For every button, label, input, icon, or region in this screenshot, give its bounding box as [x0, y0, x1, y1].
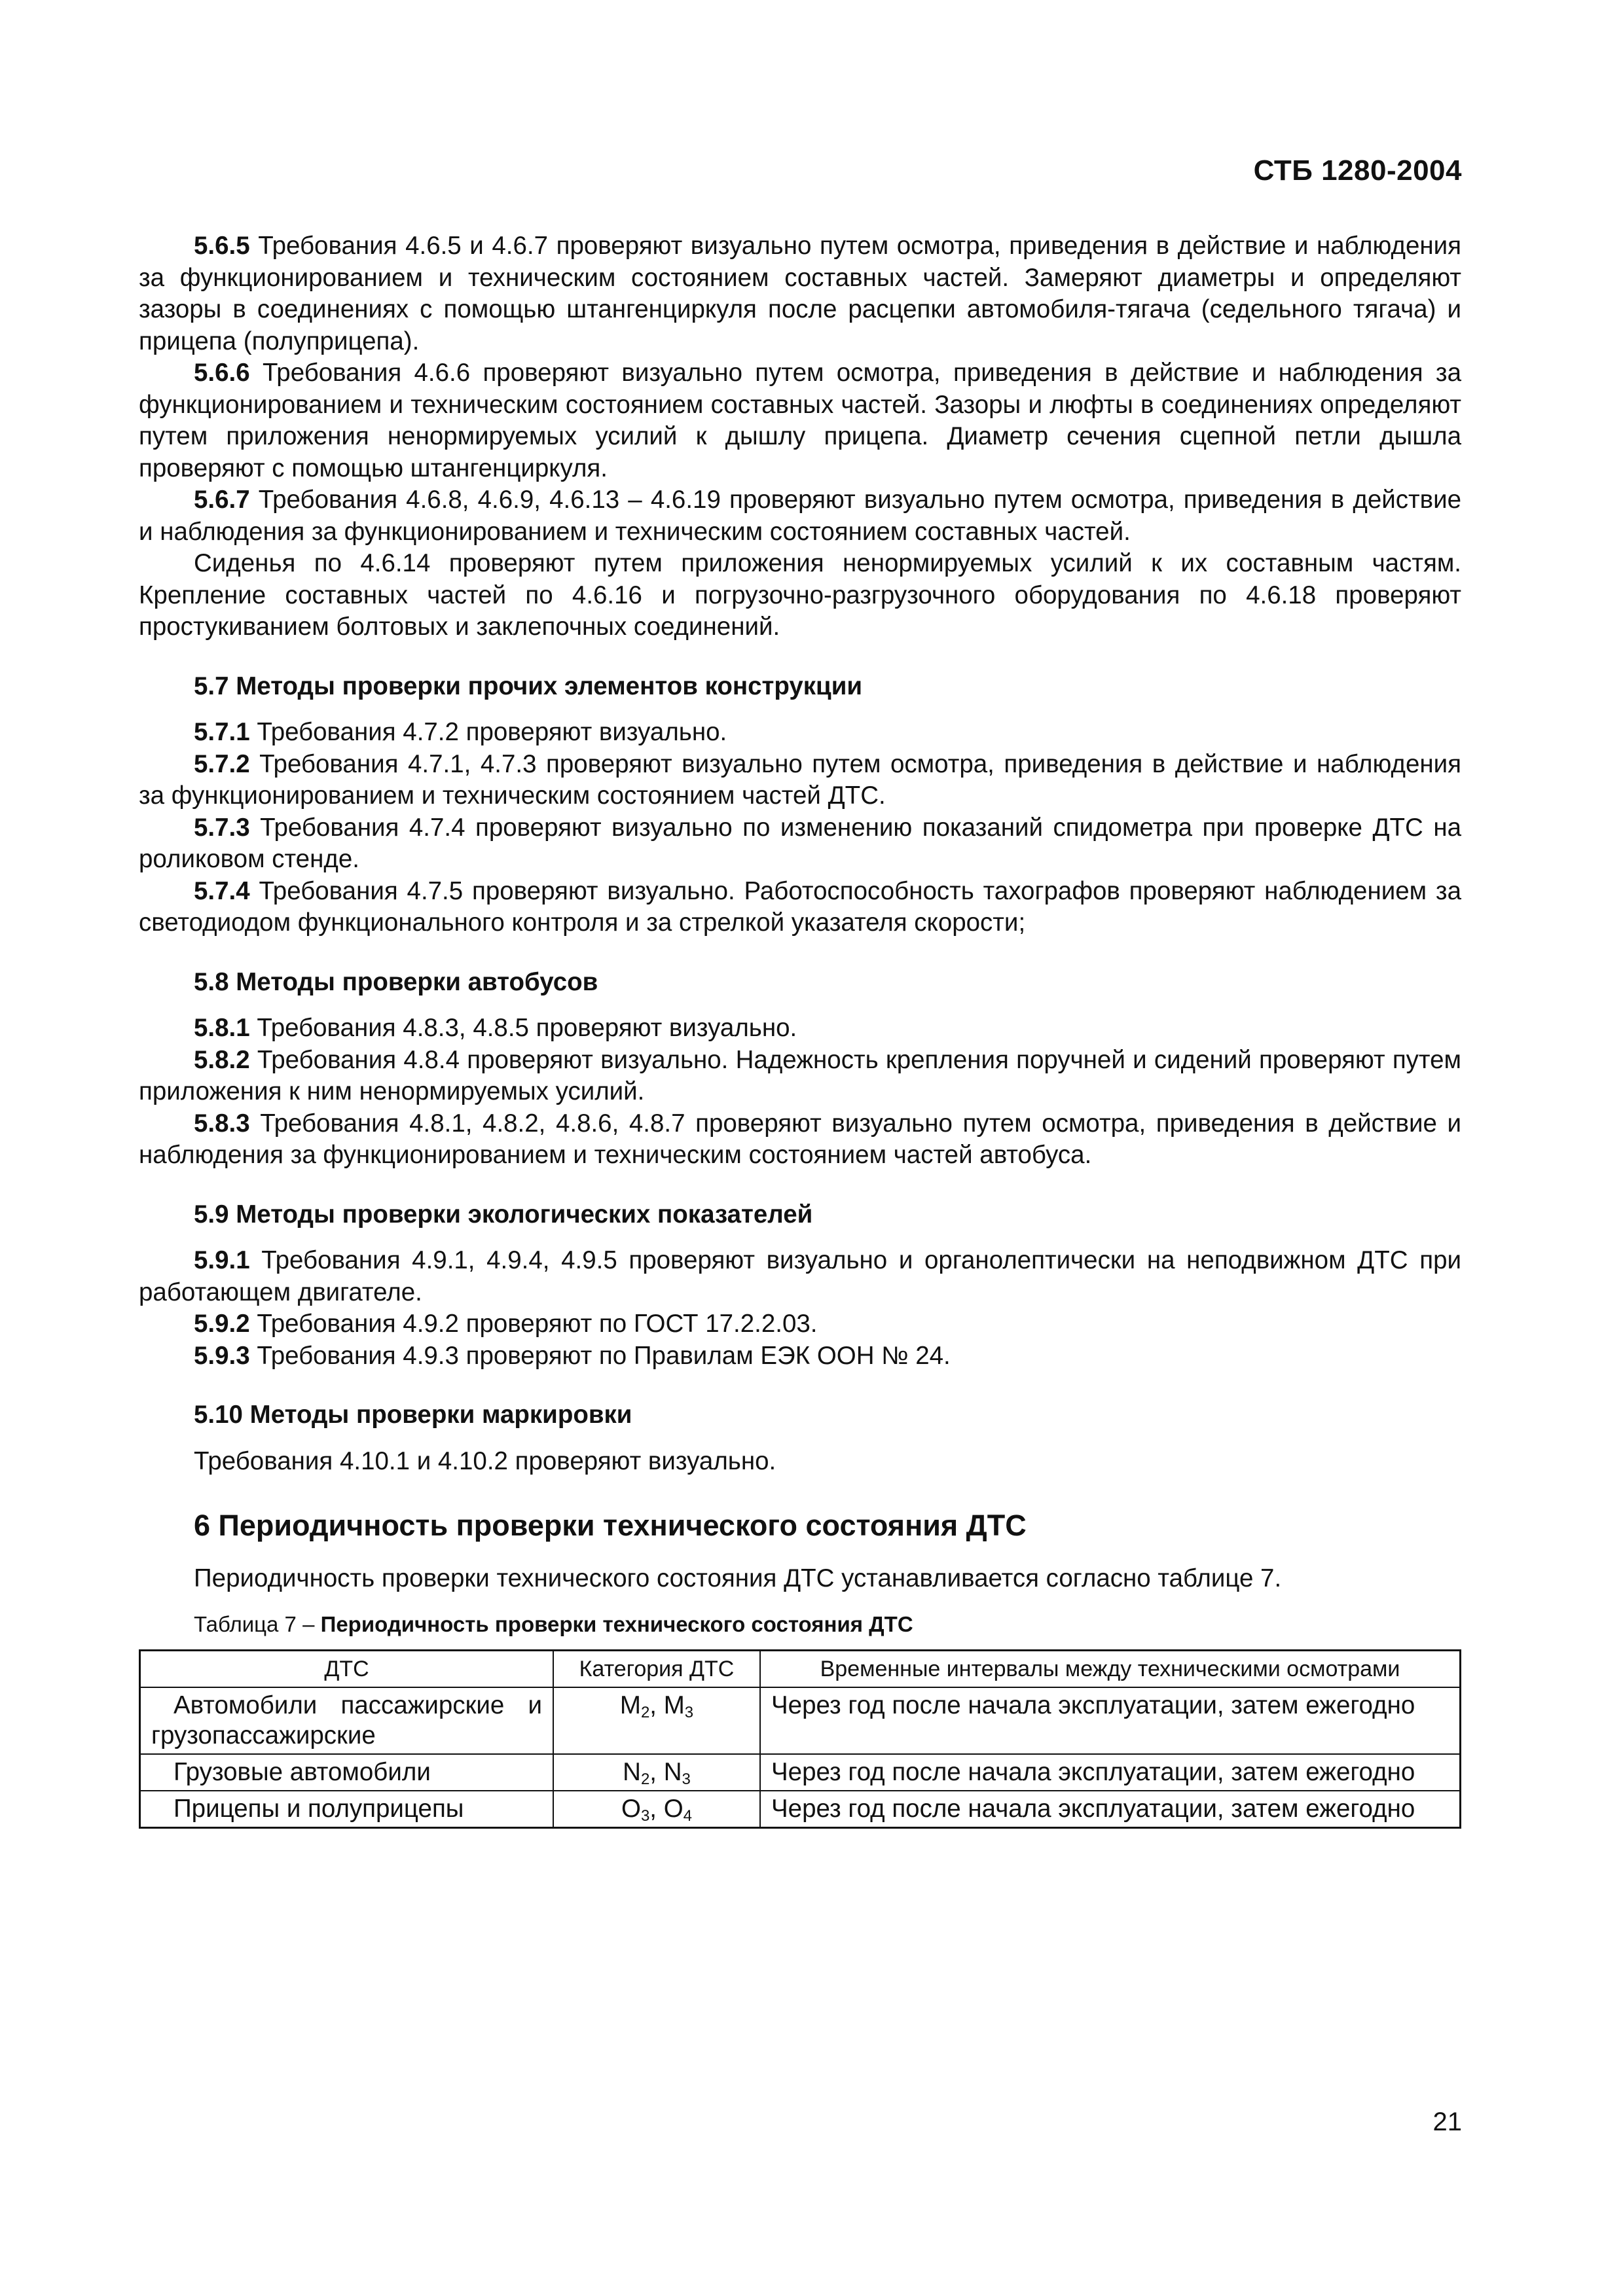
- clause-number: 5.8.1: [194, 1014, 250, 1042]
- cell-vehicle: Автомобили пассажирские и грузопассажирские: [140, 1687, 554, 1754]
- cell-interval: Через год после начала эксплуатации, затем ежегодно: [760, 1754, 1461, 1791]
- table-row: [140, 1754, 1461, 1791]
- category-separator: ,: [649, 1691, 664, 1719]
- page-number: 21: [1432, 2108, 1462, 2136]
- paragraph-5-9-3: [139, 1340, 1461, 1372]
- clause-number: 5.7.1: [194, 718, 250, 746]
- clause-text: Требования 4.6.6 проверяют визуально путем осмотра, приведения в действие и наблюдения за функционированием и техническим состоянием составных частей. Зазоры и люфты в соединениях определяют путем приложения ненормируемых усилий к дышлу прицепа. Диаметр сечения сцепной петли дышла проверяют с помощью штангенциркуля.: [139, 359, 1461, 482]
- category-index: 2: [640, 1770, 650, 1788]
- clause-number: 5.9.2: [194, 1310, 250, 1338]
- category-letter: N: [623, 1758, 641, 1786]
- column-header-vehicle: ДТС: [140, 1651, 554, 1688]
- clause-text: Требования 4.8.1, 4.8.2, 4.8.6, 4.8.7 проверяют визуально путем осмотра, приведения в действие и наблюдения за функционированием и техническим состоянием частей автобуса.: [139, 1109, 1461, 1169]
- category-letter: M: [619, 1691, 641, 1719]
- category-index: 3: [640, 1807, 650, 1825]
- category-letter: N: [663, 1758, 682, 1786]
- paragraph-5-6-6: [139, 357, 1461, 484]
- clause-text: Требования 4.7.4 проверяют визуально по изменению показаний спидометра при проверке ДТС на роликовом стенде.: [139, 813, 1461, 873]
- heading-5-8: 5.8 Методы проверки автобусов: [194, 967, 598, 996]
- cell-interval: Через год после начала эксплуатации, затем ежегодно: [760, 1687, 1461, 1754]
- clause-number: 5.8.2: [194, 1045, 250, 1074]
- paragraph-5-9-2: [139, 1308, 1461, 1340]
- clause-number: 5.7.3: [194, 813, 250, 842]
- cell-category: [553, 1687, 760, 1754]
- paragraph-5-7-4: [139, 876, 1461, 939]
- paragraph-5-6-5: [139, 230, 1461, 357]
- cell-vehicle: Прицепы и полуприцепы: [140, 1791, 554, 1828]
- inspection-interval-table: [139, 1649, 1461, 1829]
- category-separator: ,: [649, 1758, 664, 1786]
- category-index: 4: [683, 1807, 693, 1825]
- table-row: [140, 1687, 1461, 1754]
- table-caption-prefix: Таблица 7 –: [194, 1612, 321, 1636]
- clause-number: 5.8.3: [194, 1109, 250, 1138]
- table-header-row: [140, 1651, 1461, 1688]
- category-letter: O: [663, 1795, 684, 1823]
- clause-text: Требования 4.6.5 и 4.6.7 проверяют визуально путем осмотра, приведения в действие и наблюдения за функционированием и техническим состоянием составных частей. Замеряют диаметры и определяют зазоры в соединениях с помощью штангенциркуля после расцепки автомобиля-тягача (седельного тягача) и прицепа (полуприцепа).: [139, 232, 1461, 355]
- clause-text: Требования 4.9.1, 4.9.4, 4.9.5 проверяют визуально и органолептически на неподвижном ДТС при работающем двигателе.: [139, 1246, 1461, 1306]
- paragraph-5-8-2: [139, 1045, 1461, 1108]
- paragraph-5-7-1: [139, 717, 1461, 749]
- document-code: СТБ 1280-2004: [1253, 154, 1462, 187]
- clause-number: 5.6.6: [194, 359, 250, 387]
- clause-text: Требования 4.9.3 проверяют по Правилам ЕЭК ООН № 24.: [249, 1341, 951, 1370]
- paragraph-5-8-1: [139, 1013, 1461, 1045]
- paragraph-seats: [139, 548, 1461, 643]
- column-header-category: Категория ДТС: [553, 1651, 760, 1688]
- paragraph-5-6-7: [139, 484, 1461, 548]
- category-letter: O: [621, 1795, 641, 1823]
- clause-number: 5.6.7: [194, 486, 250, 514]
- clause-text: Требования 4.8.4 проверяют визуально. Надежность крепления поручней и сидений проверяют путем приложения к ним ненормируемых усилий.: [139, 1045, 1461, 1105]
- clause-number: 5.9.3: [194, 1341, 250, 1370]
- clause-text: Требования 4.7.5 проверяют визуально. Работоспособность тахографов проверяют наблюдением за светодиодом функционального контроля и за стрелкой указателя скорости;: [139, 876, 1461, 937]
- clause-text: Требования 4.8.3, 4.8.5 проверяют визуально.: [249, 1014, 797, 1042]
- cell-category: [553, 1754, 760, 1791]
- cell-category: [553, 1791, 760, 1828]
- page-body: [139, 230, 1461, 1829]
- clause-text: Требования 4.6.8, 4.6.9, 4.6.13 – 4.6.19 проверяют визуально путем осмотра, приведения в действие и наблюдения за функционированием и техническим состоянием составных частей.: [139, 486, 1461, 546]
- category-letter: M: [663, 1691, 685, 1719]
- category-index: 2: [640, 1704, 650, 1721]
- paragraph-5-8-3: [139, 1108, 1461, 1172]
- section-6-text: Периодичность проверки технического состояния ДТС устанавливается согласно таблице 7.: [194, 1564, 1282, 1592]
- paragraph-5-7-2: [139, 749, 1461, 812]
- paragraph-5-9-1: [139, 1245, 1461, 1308]
- clause-number: 5.6.5: [194, 232, 250, 260]
- heading-5-7: 5.7 Методы проверки прочих элементов конструкции: [194, 672, 863, 700]
- clause-text: Требования 4.9.2 проверяют по ГОСТ 17.2.2.03.: [249, 1310, 818, 1338]
- paragraph-5-7-3: [139, 812, 1461, 876]
- cell-interval: Через год после начала эксплуатации, затем ежегодно: [760, 1791, 1461, 1828]
- category-index: 3: [684, 1704, 694, 1721]
- table-caption: [139, 1610, 1461, 1639]
- clause-text: Сиденья по 4.6.14 проверяют путем приложения ненормируемых усилий к их составным частям. Крепление составных частей по 4.6.16 и погрузочно-разгрузочного оборудования по 4.6.18 проверяют простукиванием болтовых и заклепочных соединений.: [139, 549, 1461, 641]
- clause-text: Требования 4.7.2 проверяют визуально.: [249, 718, 727, 746]
- paragraph-5-10: Требования 4.10.1 и 4.10.2 проверяют визуально.: [194, 1446, 776, 1475]
- table-row: [140, 1791, 1461, 1828]
- clause-number: 5.7.2: [194, 749, 250, 778]
- heading-5-10: 5.10 Методы проверки маркировки: [194, 1401, 632, 1429]
- category-separator: ,: [649, 1795, 664, 1823]
- column-header-interval: Временные интервалы между техническими осмотрами: [760, 1651, 1461, 1688]
- clause-number: 5.9.1: [194, 1246, 250, 1274]
- heading-5-9: 5.9 Методы проверки экологических показателей: [194, 1200, 813, 1229]
- cell-vehicle: Грузовые автомобили: [140, 1754, 554, 1791]
- clause-text: Требования 4.7.1, 4.7.3 проверяют визуально путем осмотра, приведения в действие и наблюдения за функционированием и техническим состоянием частей ДТС.: [139, 749, 1461, 810]
- section-6-title: 6 Периодичность проверки технического состояния ДТС: [194, 1509, 1027, 1542]
- category-index: 3: [682, 1770, 691, 1788]
- clause-number: 5.7.4: [194, 876, 250, 905]
- table-caption-title: Периодичность проверки технического состояния ДТС: [320, 1612, 913, 1636]
